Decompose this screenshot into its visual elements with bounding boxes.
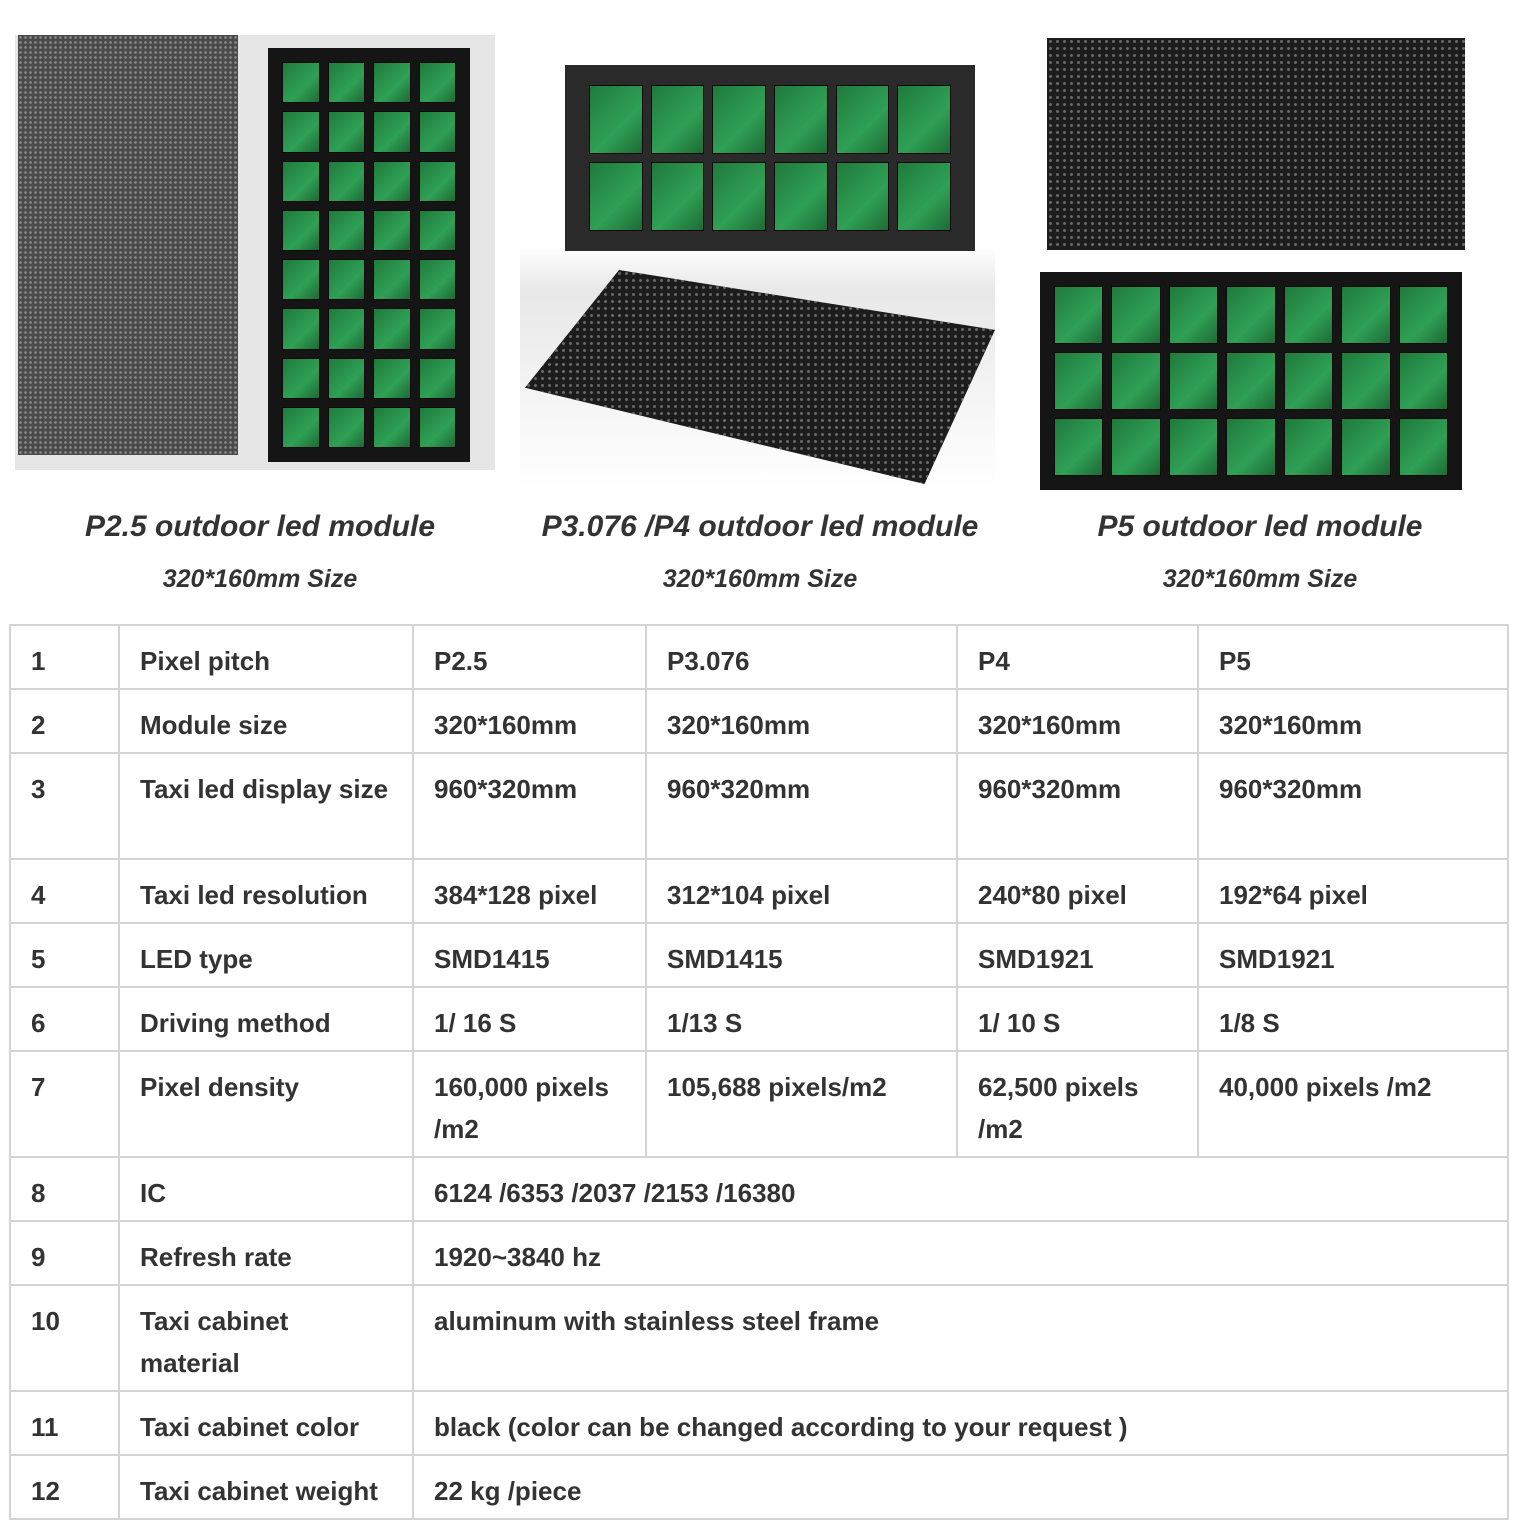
spec-value: 320*160mm xyxy=(1198,689,1508,753)
spec-table xyxy=(9,624,1509,1520)
module-back-panel xyxy=(268,48,470,462)
spec-value: SMD1415 xyxy=(646,923,957,987)
spec-value: 1/ 16 S xyxy=(413,987,646,1051)
module-back-panel xyxy=(1040,272,1462,490)
spec-value: 6124 /6353 /2037 /2153 /16380 xyxy=(413,1157,1508,1221)
row-number: 10 xyxy=(10,1285,119,1391)
module-front-panel xyxy=(1047,38,1465,250)
table-row xyxy=(10,1051,1508,1157)
product-title: P5 outdoor led module xyxy=(1097,510,1423,543)
spec-value: 1/13 S xyxy=(646,987,957,1051)
table-row xyxy=(10,625,1508,689)
row-number: 6 xyxy=(10,987,119,1051)
spec-value: 960*320mm xyxy=(413,753,646,859)
spec-label: Taxi led resolution xyxy=(119,859,413,923)
spec-value: P5 xyxy=(1198,625,1508,689)
spec-value: 1/8 S xyxy=(1198,987,1508,1051)
spec-value: 1/ 10 S xyxy=(957,987,1198,1051)
table-row xyxy=(10,987,1508,1051)
product-title: P2.5 outdoor led module xyxy=(84,510,436,543)
row-number: 2 xyxy=(10,689,119,753)
spec-value: 312*104 pixel xyxy=(646,859,957,923)
product-size: 320*160mm Size xyxy=(162,565,358,593)
row-number: 12 xyxy=(10,1455,119,1519)
p5-module-photo xyxy=(1038,35,1468,495)
spec-value: 192*64 pixel xyxy=(1198,859,1508,923)
spec-value: 384*128 pixel xyxy=(413,859,646,923)
spec-label: Taxi cabinet weight xyxy=(119,1455,413,1519)
spec-value: black (color can be changed according to your request ) xyxy=(413,1391,1508,1455)
module-front-panel xyxy=(18,35,238,455)
spec-label: LED type xyxy=(119,923,413,987)
spec-value: 320*160mm xyxy=(646,689,957,753)
table-row xyxy=(10,1391,1508,1455)
row-number: 8 xyxy=(10,1157,119,1221)
spec-label: Taxi cabinet material xyxy=(119,1285,413,1391)
table-row xyxy=(10,859,1508,923)
product-size: 320*160mm Size xyxy=(1162,565,1358,593)
spec-value: SMD1921 xyxy=(957,923,1198,987)
row-number: 3 xyxy=(10,753,119,859)
spec-label: Refresh rate xyxy=(119,1221,413,1285)
spec-value: 240*80 pixel xyxy=(957,859,1198,923)
table-row xyxy=(10,1157,1508,1221)
spec-value: P4 xyxy=(957,625,1198,689)
p2-5-module-photo xyxy=(15,35,495,470)
table-row xyxy=(10,689,1508,753)
spec-value: 22 kg /piece xyxy=(413,1455,1508,1519)
spec-label: Module size xyxy=(119,689,413,753)
module-front-panel-angled xyxy=(525,270,995,484)
spec-value: SMD1415 xyxy=(413,923,646,987)
table-row xyxy=(10,1455,1508,1519)
spec-value: 160,000 pixels /m2 xyxy=(413,1051,646,1157)
row-number: 11 xyxy=(10,1391,119,1455)
product-size: 320*160mm Size xyxy=(662,565,858,593)
row-number: 9 xyxy=(10,1221,119,1285)
spec-value: P2.5 xyxy=(413,625,646,689)
spec-value: 960*320mm xyxy=(1198,753,1508,859)
module-back-panel xyxy=(565,65,975,251)
table-row xyxy=(10,753,1508,859)
table-row xyxy=(10,1221,1508,1285)
row-number: 7 xyxy=(10,1051,119,1157)
spec-value: 1920~3840 hz xyxy=(413,1221,1508,1285)
spec-value: 105,688 pixels/m2 xyxy=(646,1051,957,1157)
p3-p4-module-photo xyxy=(520,48,995,488)
row-number: 4 xyxy=(10,859,119,923)
spec-value: 62,500 pixels /m2 xyxy=(957,1051,1198,1157)
spec-value: 320*160mm xyxy=(957,689,1198,753)
spec-value: 960*320mm xyxy=(646,753,957,859)
spec-label: Pixel density xyxy=(119,1051,413,1157)
spec-label: Pixel pitch xyxy=(119,625,413,689)
spec-value: P3.076 xyxy=(646,625,957,689)
table-row xyxy=(10,1285,1508,1391)
spec-label: Driving method xyxy=(119,987,413,1051)
spec-value: SMD1921 xyxy=(1198,923,1508,987)
spec-value: 40,000 pixels /m2 xyxy=(1198,1051,1508,1157)
row-number: 1 xyxy=(10,625,119,689)
spec-value: 320*160mm xyxy=(413,689,646,753)
spec-value: aluminum with stainless steel frame xyxy=(413,1285,1508,1391)
table-row xyxy=(10,923,1508,987)
spec-label: Taxi cabinet color xyxy=(119,1391,413,1455)
product-title: P3.076 /P4 outdoor led module xyxy=(541,510,979,543)
spec-value: 960*320mm xyxy=(957,753,1198,859)
spec-label: IC xyxy=(119,1157,413,1221)
row-number: 5 xyxy=(10,923,119,987)
spec-label: Taxi led display size xyxy=(119,753,413,859)
